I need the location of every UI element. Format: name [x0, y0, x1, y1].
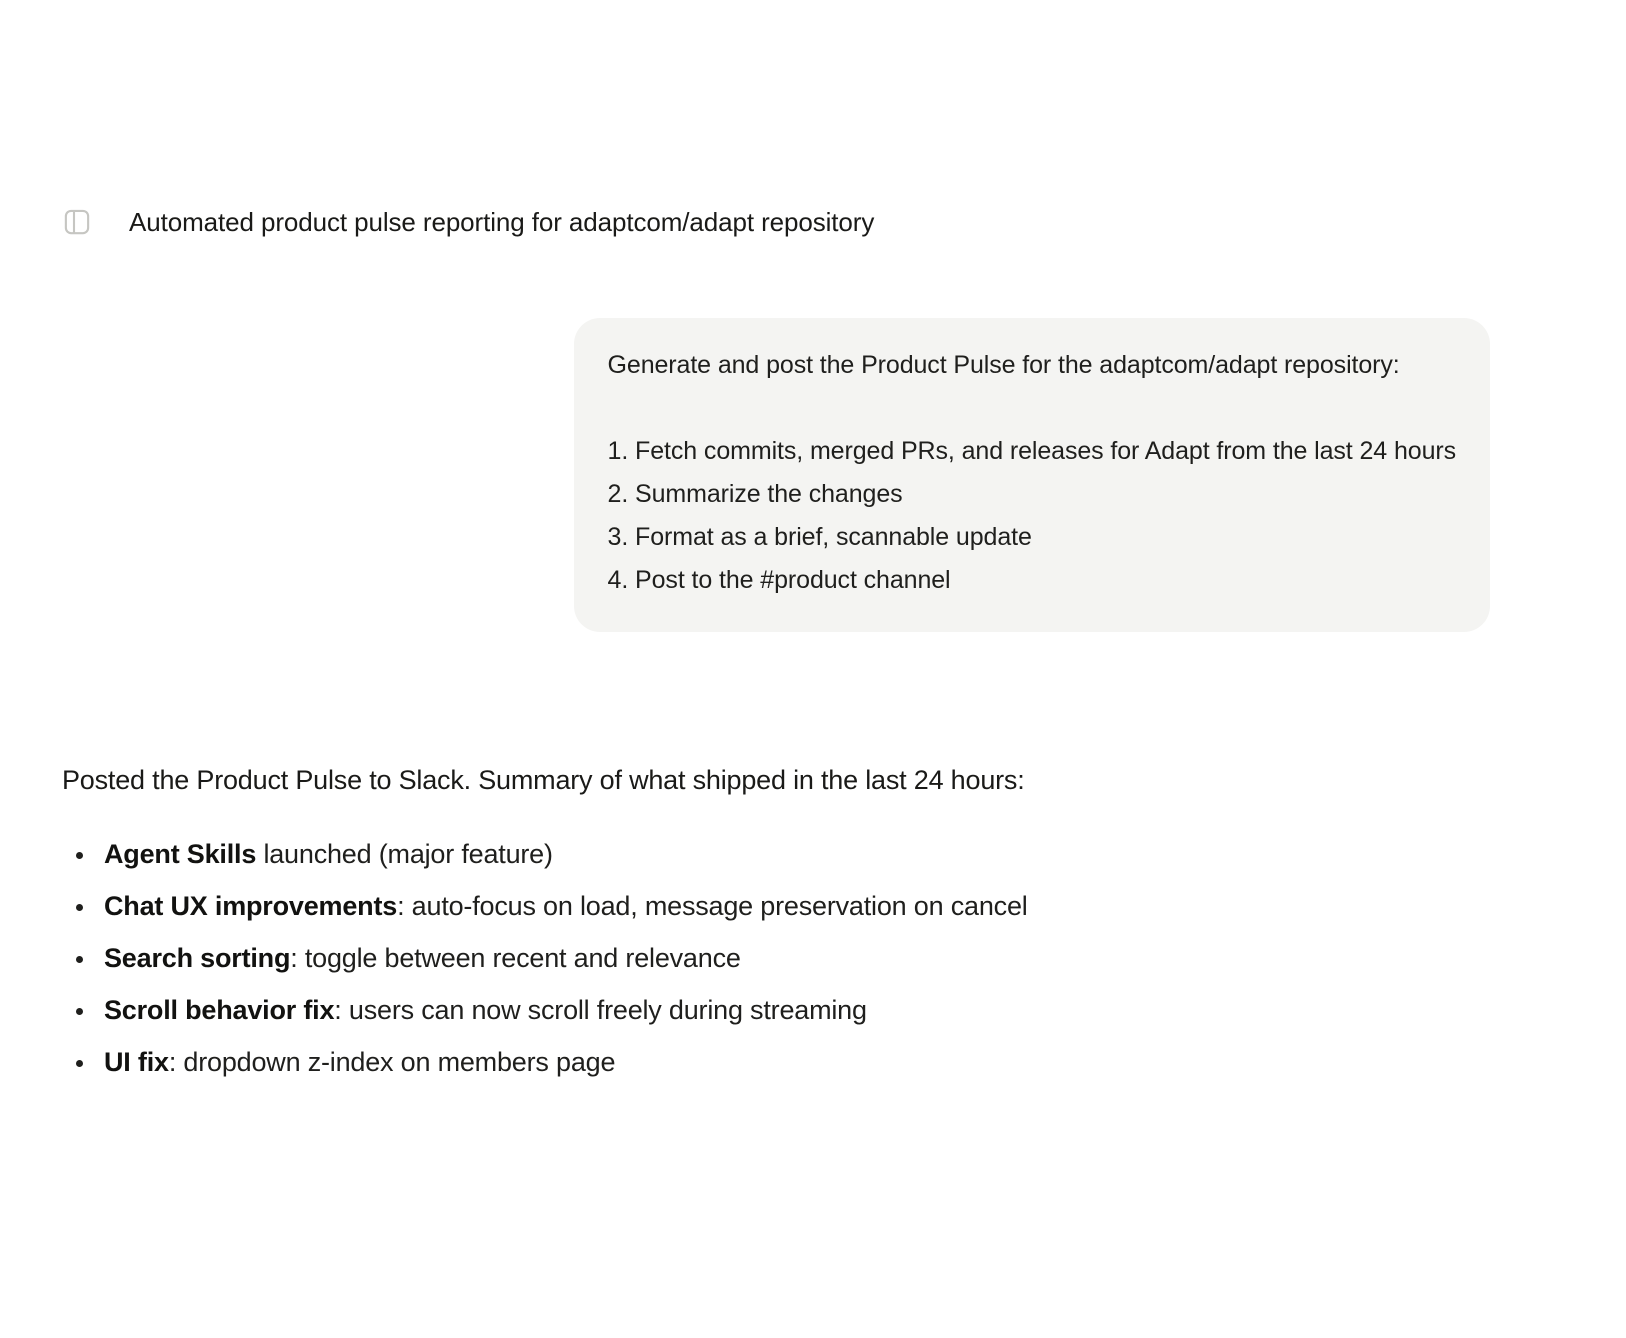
list-item-label: Search sorting [104, 943, 291, 973]
list-item-text: : auto-focus on load, message preservation on cancel [397, 891, 1028, 921]
list-item [62, 984, 1542, 1036]
user-message-row [0, 318, 1626, 632]
list-item: 1. Fetch commits, merged PRs, and releases for Adapt from the last 24 hours [607, 437, 1456, 465]
panel-left-icon[interactable] [62, 207, 92, 237]
list-item-label: Agent Skills [104, 839, 257, 869]
list-item-text: : toggle between recent and relevance [290, 943, 741, 973]
user-message-intro: Generate and post the Product Pulse for the adaptcom/adapt repository: [607, 351, 1400, 379]
list-item-text: launched (major feature) [256, 839, 553, 869]
list-item [62, 828, 1542, 880]
list-item: 4. Post to the #product channel [607, 566, 951, 594]
task-header [62, 205, 874, 239]
list-item: 3. Format as a brief, scannable update [607, 523, 1032, 551]
user-message-bubble [574, 318, 1490, 632]
assistant-summary-list [62, 828, 1542, 1088]
list-item [62, 932, 1542, 984]
list-item-text: : users can now scroll freely during streaming [334, 995, 867, 1025]
list-item-text: : dropdown z-index on members page [168, 1047, 616, 1077]
list-item [62, 880, 1542, 932]
user-message-steps [608, 430, 1456, 602]
list-item-label: UI fix [104, 1047, 169, 1077]
assistant-message [62, 760, 1542, 1088]
list-item-label: Chat UX improvements [104, 891, 398, 921]
list-item [62, 1036, 1542, 1088]
paragraph-spacer [608, 387, 1456, 430]
assistant-message-intro: Posted the Product Pulse to Slack. Summary of what shipped in the last 24 hours: [62, 765, 1025, 795]
list-item-label: Scroll behavior fix [104, 995, 335, 1025]
list-item: 2. Summarize the changes [607, 480, 903, 508]
page-title: Automated product pulse reporting for adaptcom/adapt repository [129, 207, 875, 237]
